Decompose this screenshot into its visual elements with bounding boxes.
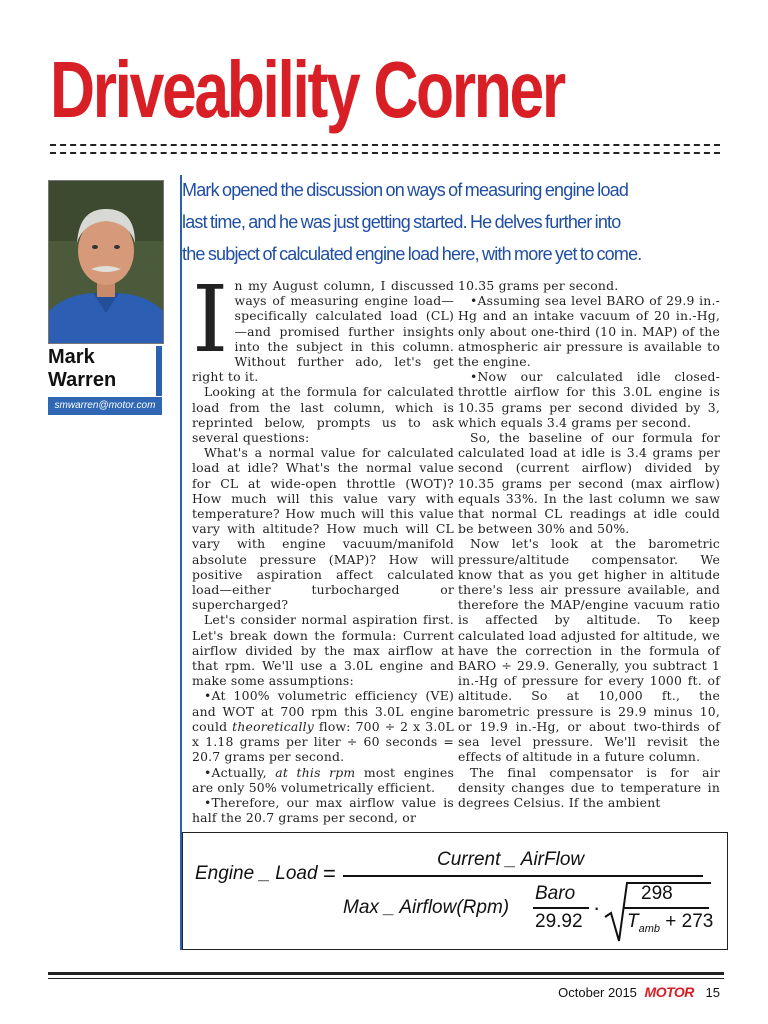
bullet-text: flow: 700 ÷ 2 x 3.0L x 1.18 grams per liter ÷ 60 seconds = 20.7 grams per second. [192,718,454,765]
formula-baro-value: 29.92 [535,911,583,932]
body-paragraph: The final compensator is for air density changes due to temperature in degrees Celsius. If the ambient [458,764,720,810]
formula-baro-bar [533,907,589,909]
formula-box [182,832,728,950]
formula-max-airflow: Max _ Airflow(Rpm) [343,897,510,918]
drop-cap: I [192,266,229,373]
bullet-paragraph: •Assuming sea level BARO of 29.9 in.-Hg and an intake vacuum of 20 in.-Hg, only about one-third (10 in. MAP) of the atmospheric air pressure is available to the engine. [458,293,720,370]
body-paragraph: What's a normal value for calculated load at idle? What's the normal value for CL at wide-open throttle (WOT)? How much will this value vary with temperature? How much will this value vary with altitude? How much will CL vary with engine vacuum/manifold absolute pressure (MAP)? How will positive aspiration affect calculated load—either turbocharged or supercharged? [192,445,454,613]
bullet-text: •At 100% volumetric efficiency (VE) and WOT at 700 rpm this 3.0L engine could [192,688,454,734]
formula-dot: · [593,895,601,920]
masthead-divider [50,144,720,154]
bullet-paragraph: •Now our calculated idle closed-throttle airflow for this 3.0L engine is 10.35 grams per second divided by 3, which equals 3.4 grams per second. [458,369,720,430]
formula-baro: Baro [535,883,576,904]
formula-t: T [627,911,639,932]
body-column-left [192,266,455,826]
author-accent-bar [156,346,162,396]
author-last-name: Warren [48,369,117,391]
motor-logo: MOTOR [644,984,694,1000]
deck-line: the subject of calculated engine load here, with more yet to come. [182,244,642,264]
author-portrait-icon [49,181,163,343]
bullet-emphasis: theoretically [232,718,314,734]
page-title: Driveability Corner [50,45,564,134]
bullet-text: •Actually, [204,764,276,780]
bullet-paragraph [192,765,454,795]
deck-line: Mark opened the discussion on ways of measuring engine load [182,180,629,200]
formula-t-sub: amb [638,922,661,935]
body-paragraph: 10.35 grams per second. [458,278,619,293]
formula-denominator [343,879,713,945]
issue-date: October 2015 [558,985,637,1000]
body-paragraph: So, the baseline of our formula for calculated load at idle is 3.4 grams per second (current airflow) divided by 10.35 grams per second (max airflow) equals 33%. In the last column we saw that normal CL readings at idle could be between 30% and 50%. [458,430,720,537]
formula-temp-bar [623,907,709,909]
deck-line: last time, and he was just getting started. He delves further into [182,212,621,232]
paragraph-text: n my August column, I discussed ways of measuring engine load—specifically calculated load (CL)—and promised further insights into the subject in this column. Without further ado, let's get right to it. [192,278,454,385]
formula-plus: + 273 [665,911,714,932]
formula-equals: = [323,861,336,886]
body-paragraph [192,266,454,385]
author-email[interactable]: smwarren@motor.com [48,397,162,415]
formula-298: 298 [641,883,673,904]
formula-fraction-bar [343,875,703,877]
author-name [48,346,158,394]
bullet-paragraph: •Therefore, our max airflow value is half the 20.7 grams per second, or [192,794,454,826]
page-footer [558,984,720,1000]
formula-numerator: Current _ AirFlow [437,849,585,870]
page-number: 15 [705,985,720,1000]
bullet-paragraph [192,688,454,764]
body-paragraph: Looking at the formula for calculated load from the last column, which is reprinted below, prompts us to ask several questions: [192,384,454,446]
body-paragraph: Now let's look at the barometric pressure/altitude compensator. We know that as you get higher in altitude there's less air pressure available, and therefore the MAP/engine vacuum ratio is affected by altitude. To keep calculated load adjusted for altitude, we have the correction in the formula of BARO ÷ 29.9. Generally, you subtract 1 in.-Hg of pressure for every 1000 ft. of altitude. So at 10,000 ft., the barometric pressure is 29.9 minus 10, or 19.9 in.-Hg, or about two-thirds of sea level pressure. We'll revisit the effects of altitude in a future column. [458,536,720,765]
body-paragraph: Let's consider normal aspiration first. Let's break down the formula: Current airflow divided by the max airflow at that rpm. We'll use a 3.0L engine and make some assumptions: [192,612,454,689]
footer-divider [48,972,724,979]
bullet-text: most engines are only 50% volumetrically efficient. [192,764,455,795]
author-first-name: Mark [48,346,95,368]
body-column-right [458,278,720,810]
masthead [50,38,730,156]
formula-temperature [627,911,713,935]
formula-lhs: Engine _ Load [195,863,318,884]
author-photo [48,180,164,344]
bullet-emphasis: at this rpm [275,764,356,780]
deck-summary [182,174,722,270]
